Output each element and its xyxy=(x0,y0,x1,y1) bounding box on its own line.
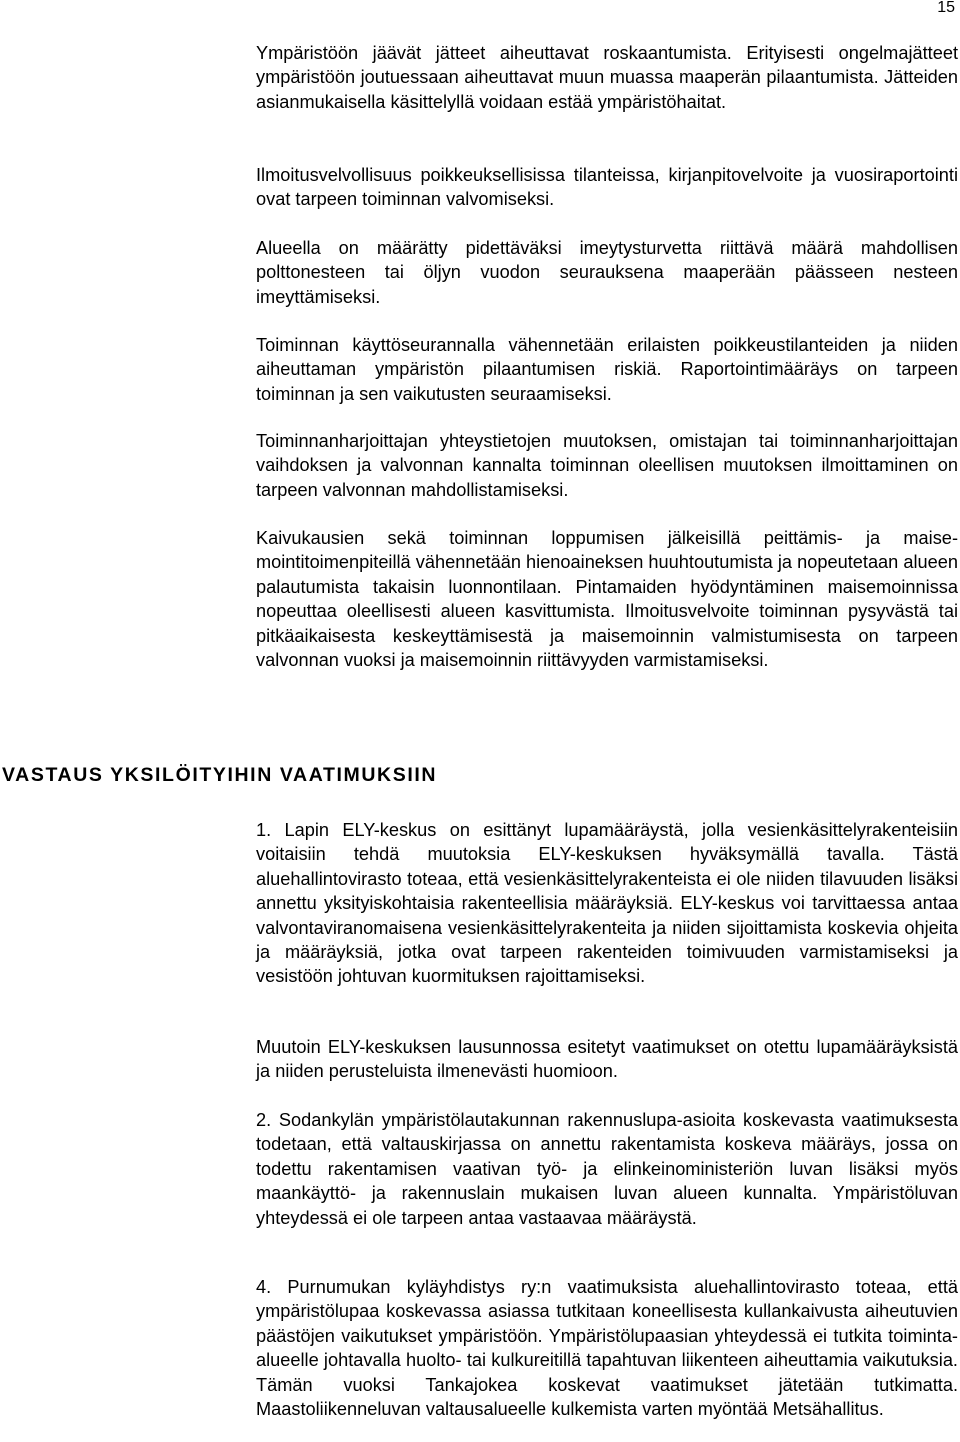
paragraph-text: Ilmoitusvelvollisuus poikkeuksellisissa tilanteissa, kirjanpitovelvoite ja vuosiraportointi ovat tarpeen toiminnan valvomiseksi. xyxy=(256,165,958,210)
paragraph-absorbent-peat xyxy=(256,236,958,309)
response-village-association xyxy=(256,1275,958,1421)
paragraph-text: 1. Lapin ELY-keskus on esittänyt lupamääräystä, jolla vesienkäsittelyrakenteisiin voitaisiin tehdä muutoksia ELY-keskuksen hyväksymällä tavalla. Tästä aluehallintovirasto toteaa, että vesienkäsittelyrakenteista ei ole niiden tilavuuden lisäksi annettu yksityiskohtaisia rakenteellisia määräyksiä. ELY-keskus voi tarvittaessa antaa valvontaviranomaisena vesienkäsittelyrakenteita ja niiden sijoittamista koskevia ohjeita ja määräyksiä, jotka ovat tarpeen rakenteiden toimivuuden varmistamiseksi ja vesistöön johtuvan kuormituksen rajoittamiseksi. xyxy=(256,820,958,987)
paragraph-usage-monitoring xyxy=(256,333,958,406)
paragraph-text: Toiminnan käyttöseurannalla vähennetään erilaisten poikkeustilanteiden ja niiden aiheuttaman ympäristön pilaantumisen riskiä. Raportointimääräys on tarpeen toiminnan ja sen vaikutusten seuraamiseksi. xyxy=(256,335,958,404)
response-ely-other-requirements xyxy=(256,1035,958,1084)
paragraph-text: Muutoin ELY-keskuksen lausunnossa esitetyt vaatimukset on otettu lupamääräyksistä ja niiden perusteluista ilmenevästi huomioon. xyxy=(256,1037,958,1082)
section-heading: VASTAUS YKSILÖITYIHIN VAATIMUKSIIN xyxy=(2,764,438,786)
paragraph-text: Kaivukausien sekä toiminnan loppumisen jälkeisillä peittämis- ja maisemointitoimenpiteillä vähennetään hienoaineksen huuhtoutumista ja nopeutetaan alueen palautumista takaisin luonnontilaan. Pintamaiden hyödyntäminen maisemoinnissa nopeuttaa oleellisesti alueen kasvittumista. Ilmoitusvelvoite toiminnan pysyvästä tai pitkäaikaisesta keskeyttämisestä ja maisemoinnin valmistumisesta on tarpeen valvonnan vuoksi ja maisemoinnin riittävyyden varmistamiseksi. xyxy=(256,528,958,671)
page-number: 15 xyxy=(937,0,955,16)
paragraph-landscaping xyxy=(256,526,958,672)
paragraph-text: Ympäristöön jäävät jätteet aiheuttavat roskaantumista. Erityisesti ongelmajätteet ympäristöön joutuessaan aiheuttavat muun muassa maaperän pilaantumista. Jätteiden asianmukaisella käsittelyllä voidaan estää ympäristöhaitat. xyxy=(256,43,958,112)
response-sodankyla-board xyxy=(256,1108,958,1230)
paragraph-reporting-obligation xyxy=(256,163,958,212)
paragraph-text: Toiminnanharjoittajan yhteystietojen muutoksen, omistajan tai toiminnanharjoittajan vaihdoksen ja valvonnan kannalta toiminnan oleellisen muutoksen ilmoittaminen on tarpeen valvonnan mahdollistamiseksi. xyxy=(256,431,958,500)
paragraph-operator-changes xyxy=(256,429,958,502)
paragraph-text: 2. Sodankylän ympäristölautakunnan rakennuslupa-asioita koskevasta vaatimuksesta todetaan, että valtauskirjassa on annettu rakentamista koskeva määräys, jossa on todettu rakentamisen vaativan työ- ja elinkeinoministeriön luvan lisäksi myös maankäyttö- ja rakennuslain mukaisen luvan alueen kunnalta. Ympäristöluvan yhteydessä ei ole tarpeen antaa vastaavaa määräystä. xyxy=(256,1110,958,1228)
paragraph-text: Alueella on määrätty pidettäväksi imeytysturvetta riittävä määrä mahdollisen polttonesteen tai öljyn vuodon seurauksena maaperään päässeen nesteen imeyttämiseksi. xyxy=(256,238,958,307)
response-ely-centre xyxy=(256,818,958,989)
paragraph-text: 4. Purnumukan kyläyhdistys ry:n vaatimuksista aluehallintovirasto toteaa, että ympäristölupaa koskevassa asiassa tutkitaan koneellisesta kullankaivusta aiheutuvien päästöjen vaikutukset ympäristöön. Ympäristölupaasian yhteydessä ei tutkita toiminta-alueelle johtavalla huolto- tai kulkureitillä tapahtuvan liikenteen aiheuttamia vaikutuksia. Tämän vuoksi Tankajokea koskevat vaatimukset jätetään tutkimatta. Maastoliikenneluvan valtausalueelle kulkemista varten myöntää Metsähallitus. xyxy=(256,1277,958,1420)
paragraph-waste xyxy=(256,41,958,114)
